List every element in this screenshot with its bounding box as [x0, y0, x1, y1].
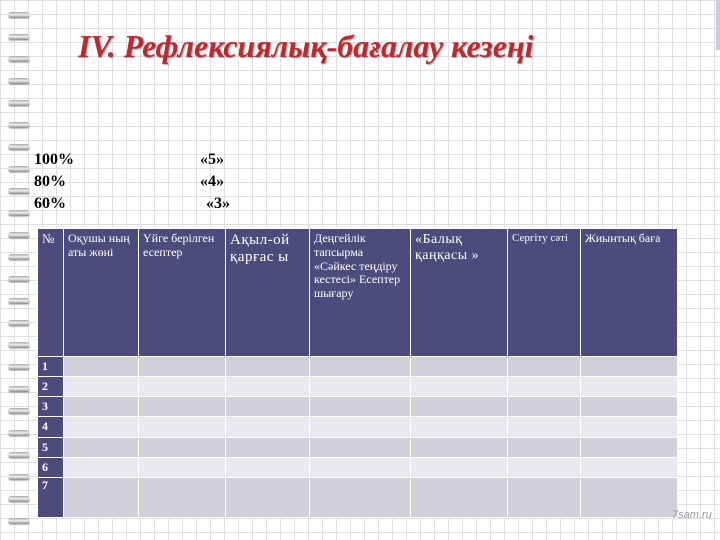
spiral-ring: [8, 298, 30, 304]
table-row: [38, 457, 678, 477]
table-cell: [310, 437, 411, 457]
spiral-ring: [8, 364, 30, 370]
table-cell: [411, 397, 508, 417]
grade-percent: 100%: [34, 151, 74, 168]
table-cell: [411, 417, 508, 437]
spiral-ring: [8, 320, 30, 326]
spiral-ring: [8, 166, 30, 172]
table-cell: [508, 377, 581, 397]
notebook-spiral: [0, 0, 34, 540]
slide-edge-decoration: [716, 0, 720, 50]
table-cell: [581, 357, 678, 377]
table-cell: [310, 377, 411, 397]
table-cell: [310, 357, 411, 377]
header-fishbone: «Балық қаңқасы »: [411, 229, 508, 357]
spiral-ring: [8, 34, 30, 40]
watermark: 7sam.ru: [672, 509, 712, 521]
table-cell: [226, 437, 310, 457]
table-cell: [226, 397, 310, 417]
spiral-ring: [8, 430, 30, 436]
table-cell: [226, 377, 310, 397]
header-student-name: Оқушы ның аты жөні: [64, 229, 139, 357]
table-row: [38, 397, 678, 417]
table-cell: [581, 437, 678, 457]
table-cell: [508, 397, 581, 417]
table-row: [38, 437, 678, 457]
header-level-task: Деңгейлік тапсырма «Сәйкес теңдіру кестесі» Есептер шығару: [310, 229, 411, 357]
table-cell: [310, 397, 411, 417]
spiral-ring: [8, 276, 30, 282]
table-cell: [508, 477, 581, 517]
row-number: 6: [38, 457, 64, 477]
grade-percent: 60%: [34, 195, 66, 212]
table-cell: [64, 397, 139, 417]
table-cell: [310, 417, 411, 437]
table-cell: [139, 397, 226, 417]
header-break: Сергіту сәті: [508, 229, 581, 357]
table-cell: [64, 457, 139, 477]
table-cell: [581, 417, 678, 437]
table-cell: [64, 437, 139, 457]
table-cell: [64, 377, 139, 397]
spiral-ring: [8, 78, 30, 84]
row-number: 2: [38, 377, 64, 397]
table-cell: [139, 477, 226, 517]
table-cell: [508, 417, 581, 437]
table-cell: [139, 437, 226, 457]
row-number: 5: [38, 437, 64, 457]
table-cell: [64, 477, 139, 517]
grade-mark: «4»: [200, 173, 224, 190]
table-cell: [226, 477, 310, 517]
spiral-ring: [8, 56, 30, 62]
row-number: 1: [38, 357, 64, 377]
spiral-ring: [8, 100, 30, 106]
row-number: 4: [38, 417, 64, 437]
table-cell: [581, 477, 678, 517]
table-cell: [411, 457, 508, 477]
table-cell: [581, 377, 678, 397]
header-number: №: [38, 229, 64, 357]
spiral-ring: [8, 386, 30, 392]
spiral-ring: [8, 254, 30, 260]
table-cell: [139, 417, 226, 437]
table-cell: [411, 357, 508, 377]
grade-percent: 80%: [34, 173, 66, 190]
spiral-ring: [8, 518, 30, 524]
table-cell: [139, 457, 226, 477]
table-cell: [139, 357, 226, 377]
table-cell: [139, 377, 226, 397]
spiral-ring: [8, 474, 30, 480]
table-cell: [64, 357, 139, 377]
spiral-ring: [8, 452, 30, 458]
spiral-ring: [8, 122, 30, 128]
table-cell: [226, 417, 310, 437]
table-cell: [581, 457, 678, 477]
spiral-ring: [8, 210, 30, 216]
table-row: [38, 417, 678, 437]
grade-mark: «3»: [206, 195, 230, 212]
table-cell: [64, 417, 139, 437]
header-brainstorm: Ақыл-ой қарғас ы: [226, 229, 310, 357]
table-cell: [411, 377, 508, 397]
table-row: [38, 357, 678, 377]
table-cell: [226, 457, 310, 477]
row-number: 7: [38, 477, 64, 517]
table-cell: [581, 397, 678, 417]
table-cell: [226, 357, 310, 377]
row-number: 3: [38, 397, 64, 417]
table-cell: [508, 437, 581, 457]
assessment-table: [37, 228, 678, 518]
table-cell: [411, 477, 508, 517]
table-cell: [310, 457, 411, 477]
header-total-grade: Жиынтық баға: [581, 229, 678, 357]
table-header-row: [38, 229, 678, 357]
table-cell: [508, 457, 581, 477]
spiral-ring: [8, 408, 30, 414]
grade-mark: «5»: [200, 151, 224, 168]
spiral-ring: [8, 342, 30, 348]
table-row: [38, 477, 678, 517]
spiral-ring: [8, 144, 30, 150]
slide-title: IV. Рефлексиялық-бағалау кезеңі: [78, 28, 534, 64]
spiral-ring: [8, 496, 30, 502]
table-cell: [411, 437, 508, 457]
spiral-ring: [8, 12, 30, 18]
spiral-ring: [8, 232, 30, 238]
table-row: [38, 377, 678, 397]
spiral-ring: [8, 188, 30, 194]
table-cell: [508, 357, 581, 377]
table-cell: [310, 477, 411, 517]
header-homework: Үйге берілген есептер: [139, 229, 226, 357]
